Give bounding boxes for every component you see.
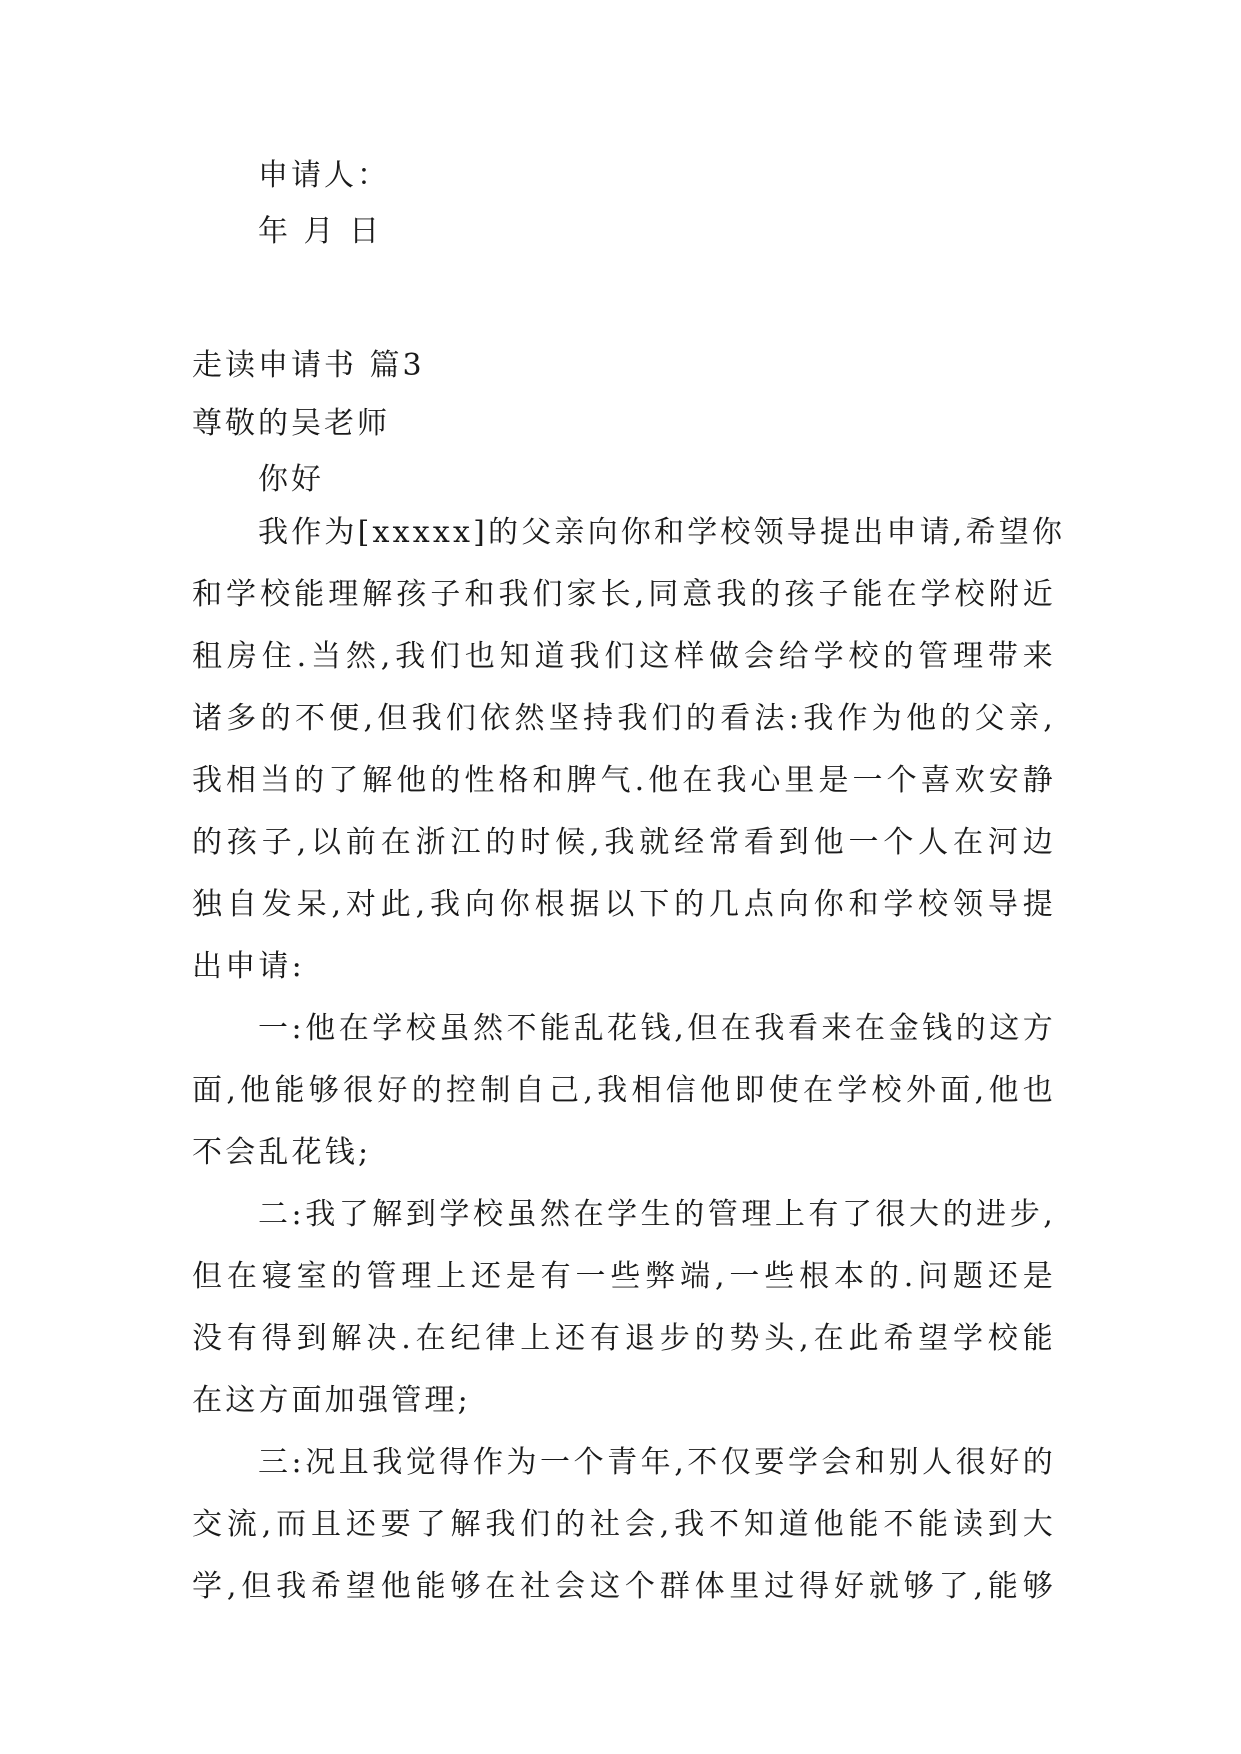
paragraph-line: 的孩子,以前在浙江的时候,我就经常看到他一个人在河边 bbox=[192, 825, 1056, 860]
paragraph-line: 交流,而且还要了解我们的社会,我不知道他能不能读到大 bbox=[192, 1507, 1056, 1542]
paragraph-line: 不会乱花钱; bbox=[192, 1135, 372, 1170]
paragraph-line: 在这方面加强管理; bbox=[192, 1383, 471, 1418]
paragraph-line: 没有得到解决.在纪律上还有退步的势头,在此希望学校能 bbox=[192, 1321, 1056, 1356]
paragraph-line: 诸多的不便,但我们依然坚持我们的看法:我作为他的父亲, bbox=[192, 701, 1056, 736]
paragraph-4 bbox=[192, 1432, 1056, 1618]
paragraph-line: 我作为[xxxxx]的父亲向你和学校领导提出申请,希望你 bbox=[258, 515, 1066, 550]
paragraph-line: 三:况且我觉得作为一个青年,不仅要学会和别人很好的 bbox=[258, 1445, 1056, 1480]
section-title: 走读申请书 篇3 bbox=[192, 348, 425, 383]
paragraph-line: 学,但我希望他能够在社会这个群体里过得好就够了,能够 bbox=[192, 1569, 1056, 1604]
paragraph-line: 独自发呆,对此,我向你根据以下的几点向你和学校领导提 bbox=[192, 887, 1056, 922]
paragraph-2 bbox=[192, 998, 1056, 1184]
salutation: 尊敬的吴老师 bbox=[192, 406, 390, 441]
paragraph-1 bbox=[192, 502, 1066, 998]
greeting: 你好 bbox=[258, 462, 324, 497]
paragraph-line: 二:我了解到学校虽然在学生的管理上有了很大的进步, bbox=[258, 1197, 1056, 1232]
paragraph-line: 我相当的了解他的性格和脾气.他在我心里是一个喜欢安静 bbox=[192, 763, 1056, 798]
paragraph-3 bbox=[192, 1184, 1056, 1432]
date-label: 年 月 日 bbox=[258, 214, 383, 249]
paragraph-line: 出申请: bbox=[192, 949, 305, 984]
applicant-label: 申请人： bbox=[258, 158, 390, 193]
paragraph-line: 和学校能理解孩子和我们家长,同意我的孩子能在学校附近 bbox=[192, 577, 1056, 612]
paragraph-line: 面,他能够很好的控制自己,我相信他即使在学校外面,他也 bbox=[192, 1073, 1056, 1108]
paragraph-line: 租房住.当然,我们也知道我们这样做会给学校的管理带来 bbox=[192, 639, 1056, 674]
paragraph-line: 一:他在学校虽然不能乱花钱,但在我看来在金钱的这方 bbox=[258, 1011, 1056, 1046]
paragraph-line: 但在寝室的管理上还是有一些弊端,一些根本的.问题还是 bbox=[192, 1259, 1056, 1294]
